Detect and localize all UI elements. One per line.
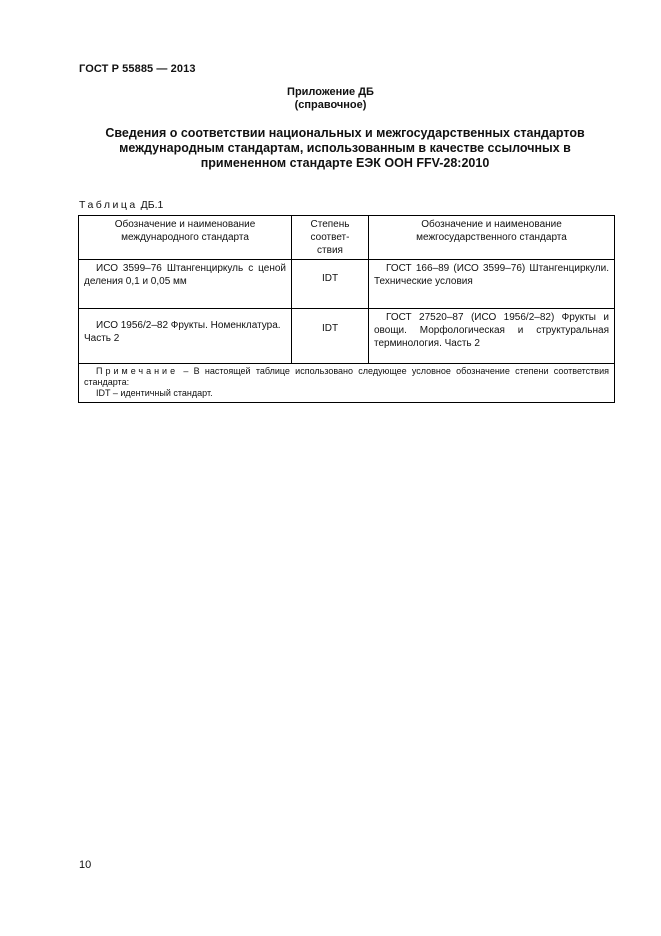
note-paragraph: [84, 366, 609, 388]
page-number: 10: [79, 859, 92, 871]
header-interstate: [369, 216, 615, 260]
cell-international-text: ИСО 1956/2–82 Фрукты. Номенклатура. Часть 2: [84, 320, 281, 344]
section-heading: [70, 126, 620, 171]
appendix-subtitle: (справочное): [294, 99, 367, 111]
cell-international: [79, 260, 292, 309]
table-note-row: [79, 364, 615, 403]
table-caption-number: ДБ.1: [140, 199, 164, 211]
note-text: – В настоящей таблице использовано следующее условное обозначение степени соответствия стандарта:: [84, 366, 609, 387]
table-note: [79, 364, 615, 403]
cell-degree: IDT: [292, 309, 369, 364]
header-degree-line-3: ствия: [317, 245, 343, 256]
cell-international: [79, 309, 292, 364]
header-international-line-2: международного стандарта: [121, 232, 249, 243]
note-idt: [84, 388, 609, 399]
heading-line-2: международным стандартам, использованным в качестве ссылочных в: [119, 141, 571, 155]
note-label: Примечание: [96, 366, 179, 376]
table-row: [79, 260, 615, 309]
heading-line-3: примененном стандарте ЕЭК ООН FFV-28:2010: [200, 156, 490, 170]
document-code: ГОСТ Р 55885 — 2013: [79, 63, 196, 75]
header-degree-line-1: Степень: [310, 219, 350, 230]
header-international: [79, 216, 292, 260]
cell-interstate-text: ГОСТ 27520–87 (ИСО 1956/2–82) Фрукты и овощи. Морфологическая и структуральная терминология. Часть 2: [374, 312, 609, 349]
cell-degree: IDT: [292, 260, 369, 309]
header-international-line-1: Обозначение и наименование: [114, 219, 256, 230]
table-caption: [79, 199, 163, 211]
header-degree-line-2: соответ-: [310, 232, 350, 243]
appendix-title: Приложение ДБ: [287, 86, 374, 98]
cell-interstate: [369, 260, 615, 309]
heading-line-1: Сведения о соответствии национальных и межгосударственных стандартов: [105, 126, 585, 140]
table-row: [79, 309, 615, 364]
standards-table: [78, 215, 615, 403]
note-idt-text: IDT – идентичный стандарт.: [96, 388, 213, 398]
table-header-row: [79, 216, 615, 260]
cell-interstate-text: ГОСТ 166–89 (ИСО 3599–76) Штангенциркули. Технические условия: [374, 263, 609, 287]
header-interstate-line-1: Обозначение и наименование: [421, 219, 562, 230]
table-caption-label: Таблица: [79, 199, 138, 211]
appendix-block: [0, 86, 661, 112]
cell-international-text: ИСО 3599–76 Штангенциркуль с ценой деления 0,1 и 0,05 мм: [84, 263, 286, 287]
cell-interstate: [369, 309, 615, 364]
header-degree: [292, 216, 369, 260]
header-interstate-line-2: межгосударственного стандарта: [416, 232, 567, 243]
